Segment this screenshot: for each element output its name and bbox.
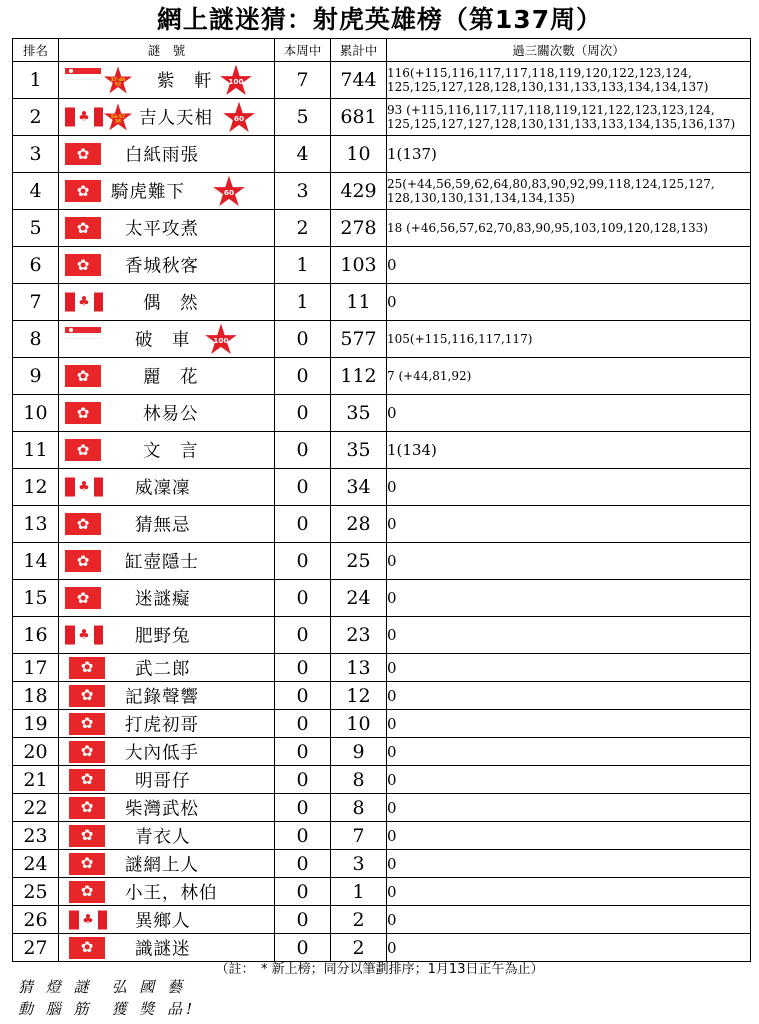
- bauhinia-icon: ✿: [76, 366, 90, 385]
- week-hits-cell: 0: [275, 878, 331, 906]
- week-hits-cell: 1: [275, 284, 331, 321]
- table-row: [13, 284, 751, 321]
- total-hits-cell: 744: [331, 62, 387, 99]
- rank-cell: 12: [13, 469, 59, 506]
- week-hits-cell: 0: [275, 738, 331, 766]
- total-hits-cell: 10: [331, 136, 387, 173]
- history-cell: 0: [387, 654, 751, 682]
- bauhinia-icon: ✿: [80, 742, 94, 760]
- player-name: 明哥仔: [135, 771, 191, 791]
- leaderboard-body: [13, 62, 751, 962]
- rank-cell: 18: [13, 682, 59, 710]
- history-cell: 7 (+44,81,92): [387, 358, 751, 395]
- hong-kong-flag: [65, 550, 101, 572]
- table-row: [13, 682, 751, 710]
- week-hits-cell: 0: [275, 822, 331, 850]
- hong-kong-flag: [65, 254, 101, 276]
- history-cell: 0: [387, 580, 751, 617]
- slogan-line-1: 猜 燈 謎 弘 國 藝: [18, 978, 187, 996]
- history-cell: 0: [387, 543, 751, 580]
- player-name: 識謎迷: [135, 939, 191, 959]
- player-name: 林易公: [143, 404, 199, 425]
- rank-cell: 6: [13, 247, 59, 284]
- history-cell: 25(+44,56,59,62,64,80,83,90,92,99,118,124,125,127, 128,130,130,131,134,134,135): [387, 173, 751, 210]
- rank-cell: 13: [13, 506, 59, 543]
- rank-cell: 5: [13, 210, 59, 247]
- history-cell: 0: [387, 469, 751, 506]
- rank-cell: 2: [13, 99, 59, 136]
- maple-leaf-icon: ♣: [75, 478, 94, 497]
- table-row: [13, 469, 751, 506]
- player-name: 威凜凜: [135, 478, 191, 499]
- rank-cell: 23: [13, 822, 59, 850]
- name-cell: [59, 432, 275, 469]
- total-hits-cell: 35: [331, 395, 387, 432]
- singapore-flag: [65, 327, 101, 339]
- history-cell: 93 (+115,116,117,117,118,119,121,122,123,123,124, 125,125,127,127,128,130,131,133,133,134,135,136,137): [387, 99, 751, 136]
- table-row: [13, 173, 751, 210]
- table-row: [13, 136, 751, 173]
- table-row: [13, 247, 751, 284]
- name-cell: [59, 358, 275, 395]
- name-cell: [59, 794, 275, 822]
- bauhinia-icon: ✿: [76, 551, 90, 570]
- table-row: [13, 794, 751, 822]
- maple-leaf-icon: ♣: [75, 293, 94, 312]
- bauhinia-icon: ✿: [76, 403, 90, 422]
- week-hits-cell: 0: [275, 654, 331, 682]
- week-hits-cell: 0: [275, 766, 331, 794]
- maple-leaf-icon: ♣: [75, 108, 94, 127]
- rank-cell: 14: [13, 543, 59, 580]
- rank-cell: 27: [13, 934, 59, 962]
- hong-kong-flag: [69, 769, 105, 791]
- footnote: （註： * 新上榜；同分以筆劃排序；1月13日正午為止）: [215, 962, 544, 977]
- player-name: 破 車: [135, 330, 191, 351]
- table-row: [13, 543, 751, 580]
- total-hits-cell: 9: [331, 738, 387, 766]
- history-cell: 0: [387, 284, 751, 321]
- week-hits-cell: 4: [275, 136, 331, 173]
- total-hits-cell: 11: [331, 284, 387, 321]
- week-hits-cell: 2: [275, 210, 331, 247]
- bauhinia-icon: ✿: [76, 218, 90, 237]
- name-cell: [59, 321, 275, 358]
- bauhinia-icon: ✿: [80, 686, 94, 704]
- player-name: 迷謎癡: [135, 589, 191, 610]
- bauhinia-icon: ✿: [80, 798, 94, 816]
- name-cell: [59, 247, 275, 284]
- table-row: [13, 358, 751, 395]
- player-name: 白紙雨張: [125, 145, 199, 166]
- table-row: [13, 580, 751, 617]
- week-hits-cell: 0: [275, 321, 331, 358]
- singapore-flag: [65, 68, 101, 80]
- total-hits-cell: 12: [331, 682, 387, 710]
- player-name: 打虎初哥: [125, 715, 199, 735]
- name-cell: [59, 284, 275, 321]
- hong-kong-flag: [69, 713, 105, 735]
- history-cell: 0: [387, 878, 751, 906]
- name-cell: [59, 906, 275, 934]
- hong-kong-flag: [69, 825, 105, 847]
- rank-cell: 10: [13, 395, 59, 432]
- rank-cell: 8: [13, 321, 59, 358]
- leaderboard-table: [12, 38, 751, 962]
- player-name: 猜無忌: [135, 515, 191, 536]
- name-cell: [59, 580, 275, 617]
- player-name: 騎虎難下: [111, 182, 185, 203]
- table-row: [13, 738, 751, 766]
- history-cell: 0: [387, 850, 751, 878]
- table-row: [13, 321, 751, 358]
- hong-kong-flag: [65, 180, 101, 202]
- week-hits-cell: 0: [275, 934, 331, 962]
- name-cell: [59, 469, 275, 506]
- total-hits-cell: 577: [331, 321, 387, 358]
- hong-kong-flag: [65, 143, 101, 165]
- rank-cell: 3: [13, 136, 59, 173]
- history-cell: 1(134): [387, 432, 751, 469]
- svg-text:36: 36: [114, 119, 122, 125]
- player-name: 文 言: [143, 441, 199, 462]
- week-hits-cell: 5: [275, 99, 331, 136]
- week-hits-cell: 0: [275, 506, 331, 543]
- history-header: 過三關次數（周次）: [387, 39, 751, 62]
- hong-kong-flag: [69, 881, 105, 903]
- table-row: [13, 210, 751, 247]
- total-hits-cell: 2: [331, 906, 387, 934]
- total-hits-cell: 112: [331, 358, 387, 395]
- week-hits-cell: 0: [275, 906, 331, 934]
- rank-cell: 22: [13, 794, 59, 822]
- week-header: 本周中: [275, 39, 331, 62]
- week-hits-cell: 0: [275, 617, 331, 654]
- total-hits-cell: 10: [331, 710, 387, 738]
- history-cell: 0: [387, 738, 751, 766]
- week-hits-cell: 0: [275, 682, 331, 710]
- rank-cell: 15: [13, 580, 59, 617]
- total-hits-cell: 681: [331, 99, 387, 136]
- history-cell: 0: [387, 682, 751, 710]
- player-name: 記錄聲響: [125, 687, 199, 707]
- history-cell: 0: [387, 506, 751, 543]
- table-row: [13, 62, 751, 99]
- bauhinia-icon: ✿: [80, 826, 94, 844]
- player-name: 肥野兔: [135, 626, 191, 647]
- name-cell: [59, 395, 275, 432]
- history-cell: 1(137): [387, 136, 751, 173]
- hong-kong-flag: [69, 853, 105, 875]
- name-cell: [59, 710, 275, 738]
- svg-text:100: 100: [228, 76, 244, 86]
- hong-kong-flag: [65, 587, 101, 609]
- rank-cell: 16: [13, 617, 59, 654]
- maple-leaf-icon: ♣: [79, 910, 98, 929]
- rank-cell: 24: [13, 850, 59, 878]
- rank-cell: 21: [13, 766, 59, 794]
- total-hits-cell: 25: [331, 543, 387, 580]
- rank-cell: 1: [13, 62, 59, 99]
- rank-cell: 17: [13, 654, 59, 682]
- table-row: [13, 99, 751, 136]
- rank-cell: 11: [13, 432, 59, 469]
- week-hits-cell: 0: [275, 710, 331, 738]
- history-cell: 0: [387, 617, 751, 654]
- hong-kong-flag: [65, 365, 101, 387]
- week-hits-cell: 0: [275, 469, 331, 506]
- svg-text:52: 52: [114, 82, 122, 88]
- star-badge-icon: [212, 175, 246, 207]
- total-hits-cell: 8: [331, 766, 387, 794]
- total-hits-cell: 7: [331, 822, 387, 850]
- rank-cell: 19: [13, 710, 59, 738]
- rank-cell: 4: [13, 173, 59, 210]
- bauhinia-icon: ✿: [76, 181, 90, 200]
- bauhinia-icon: ✿: [80, 770, 94, 788]
- page-title: 網上謎迷猜：射虎英雄榜（第137周）: [156, 5, 603, 34]
- hong-kong-flag: [65, 513, 101, 535]
- history-cell: 0: [387, 247, 751, 284]
- bauhinia-icon: ✿: [80, 658, 94, 676]
- name-cell: [59, 99, 275, 136]
- name-cell: [59, 506, 275, 543]
- bauhinia-icon: ✿: [76, 255, 90, 274]
- total-hits-cell: 103: [331, 247, 387, 284]
- total-hits-cell: 3: [331, 850, 387, 878]
- history-cell: 0: [387, 906, 751, 934]
- maple-leaf-icon: ♣: [75, 626, 94, 645]
- player-name: 吉人天相: [139, 108, 213, 129]
- total-hits-cell: 13: [331, 654, 387, 682]
- table-row: [13, 432, 751, 469]
- hong-kong-flag: [65, 439, 101, 461]
- player-name: 謎網上人: [125, 855, 199, 875]
- canada-flag: [69, 910, 107, 929]
- total-hits-cell: 34: [331, 469, 387, 506]
- hong-kong-flag: [65, 402, 101, 424]
- week-hits-cell: 0: [275, 358, 331, 395]
- history-cell: 105(+115,116,117,117): [387, 321, 751, 358]
- player-name: 太平攻煮: [125, 219, 199, 240]
- history-cell: 0: [387, 710, 751, 738]
- header-row: [13, 39, 751, 62]
- star-badge-icon: [103, 65, 133, 95]
- total-hits-cell: 278: [331, 210, 387, 247]
- player-name: 缸壺隱士: [125, 552, 199, 573]
- week-hits-cell: 0: [275, 432, 331, 469]
- history-cell: 0: [387, 395, 751, 432]
- hong-kong-flag: [69, 741, 105, 763]
- total-hits-cell: 23: [331, 617, 387, 654]
- name-cell: [59, 617, 275, 654]
- star-badge-icon: [103, 102, 133, 132]
- history-cell: 0: [387, 822, 751, 850]
- history-cell: 0: [387, 934, 751, 962]
- name-cell: [59, 210, 275, 247]
- player-name: 小王，林伯: [125, 883, 218, 903]
- history-cell: 0: [387, 766, 751, 794]
- star-badge-icon: [222, 101, 256, 133]
- total-hits-cell: 8: [331, 794, 387, 822]
- bauhinia-icon: ✿: [80, 882, 94, 900]
- total-hits-cell: 429: [331, 173, 387, 210]
- total-hits-cell: 28: [331, 506, 387, 543]
- svg-text:60: 60: [223, 187, 235, 197]
- rank-cell: 7: [13, 284, 59, 321]
- name-cell: [59, 682, 275, 710]
- hong-kong-flag: [69, 685, 105, 707]
- bauhinia-icon: ✿: [80, 854, 94, 872]
- bauhinia-icon: ✿: [76, 588, 90, 607]
- player-name: 香城秋客: [125, 256, 199, 277]
- name-cell: [59, 543, 275, 580]
- table-row: [13, 506, 751, 543]
- table-row: [13, 654, 751, 682]
- player-name: 大內低手: [125, 743, 199, 763]
- canada-flag: [65, 626, 103, 645]
- name-cell: [59, 850, 275, 878]
- table-row: [13, 822, 751, 850]
- canada-flag: [65, 293, 103, 312]
- table-row: [13, 766, 751, 794]
- hong-kong-flag: [69, 937, 105, 959]
- canada-flag: [65, 108, 103, 127]
- total-hits-cell: 24: [331, 580, 387, 617]
- svg-text:53-57: 53-57: [110, 114, 126, 120]
- name-cell: [59, 136, 275, 173]
- player-name: 麗 花: [143, 367, 199, 388]
- hong-kong-flag: [69, 657, 105, 679]
- name-cell: [59, 822, 275, 850]
- week-hits-cell: 0: [275, 543, 331, 580]
- week-hits-cell: 0: [275, 580, 331, 617]
- player-name: 青衣人: [135, 827, 191, 847]
- rank-cell: 9: [13, 358, 59, 395]
- bauhinia-icon: ✿: [76, 440, 90, 459]
- rank-cell: 25: [13, 878, 59, 906]
- player-name: 柴灣武松: [125, 799, 199, 819]
- week-hits-cell: 0: [275, 395, 331, 432]
- rank-header: 排名: [13, 39, 59, 62]
- bauhinia-icon: ✿: [80, 938, 94, 956]
- star-badge-icon: [219, 64, 253, 96]
- name-cell: [59, 738, 275, 766]
- name-cell: [59, 654, 275, 682]
- history-cell: 18 (+46,56,57,62,70,83,90,95,103,109,120,128,133): [387, 210, 751, 247]
- name-cell: [59, 62, 275, 99]
- svg-text:37-48: 37-48: [110, 77, 126, 83]
- rank-cell: 26: [13, 906, 59, 934]
- player-name: 偶 然: [143, 293, 199, 314]
- table-row: [13, 395, 751, 432]
- player-name: 異鄉人: [135, 911, 191, 931]
- week-hits-cell: 0: [275, 794, 331, 822]
- table-row: [13, 906, 751, 934]
- table-row: [13, 617, 751, 654]
- table-row: [13, 850, 751, 878]
- slogan-line-2: 動 腦 筋 獲 獎 品!: [18, 1000, 197, 1018]
- total-hits-cell: 35: [331, 432, 387, 469]
- table-row: [13, 878, 751, 906]
- total-hits-cell: 1: [331, 878, 387, 906]
- player-name: 武二郎: [135, 659, 191, 679]
- history-cell: 116(+115,116,117,117,118,119,120,122,123,124, 125,125,127,128,128,130,131,133,133,134,134,137): [387, 62, 751, 99]
- name-cell: [59, 878, 275, 906]
- hong-kong-flag: [69, 797, 105, 819]
- svg-text:100: 100: [213, 335, 229, 345]
- bauhinia-icon: ✿: [80, 714, 94, 732]
- star-badge-icon: [204, 323, 238, 355]
- canada-flag: [65, 478, 103, 497]
- name-cell: [59, 173, 275, 210]
- player-name: 紫 軒: [157, 71, 213, 92]
- name-header: 謎 號: [59, 39, 275, 62]
- rank-cell: 20: [13, 738, 59, 766]
- week-hits-cell: 1: [275, 247, 331, 284]
- hong-kong-flag: [65, 217, 101, 239]
- table-row: [13, 710, 751, 738]
- total-hits-cell: 2: [331, 934, 387, 962]
- week-hits-cell: 3: [275, 173, 331, 210]
- week-hits-cell: 7: [275, 62, 331, 99]
- name-cell: [59, 766, 275, 794]
- total-header: 累計中: [331, 39, 387, 62]
- bauhinia-icon: ✿: [76, 144, 90, 163]
- week-hits-cell: 0: [275, 850, 331, 878]
- bauhinia-icon: ✿: [76, 514, 90, 533]
- svg-text:60: 60: [233, 113, 245, 123]
- history-cell: 0: [387, 794, 751, 822]
